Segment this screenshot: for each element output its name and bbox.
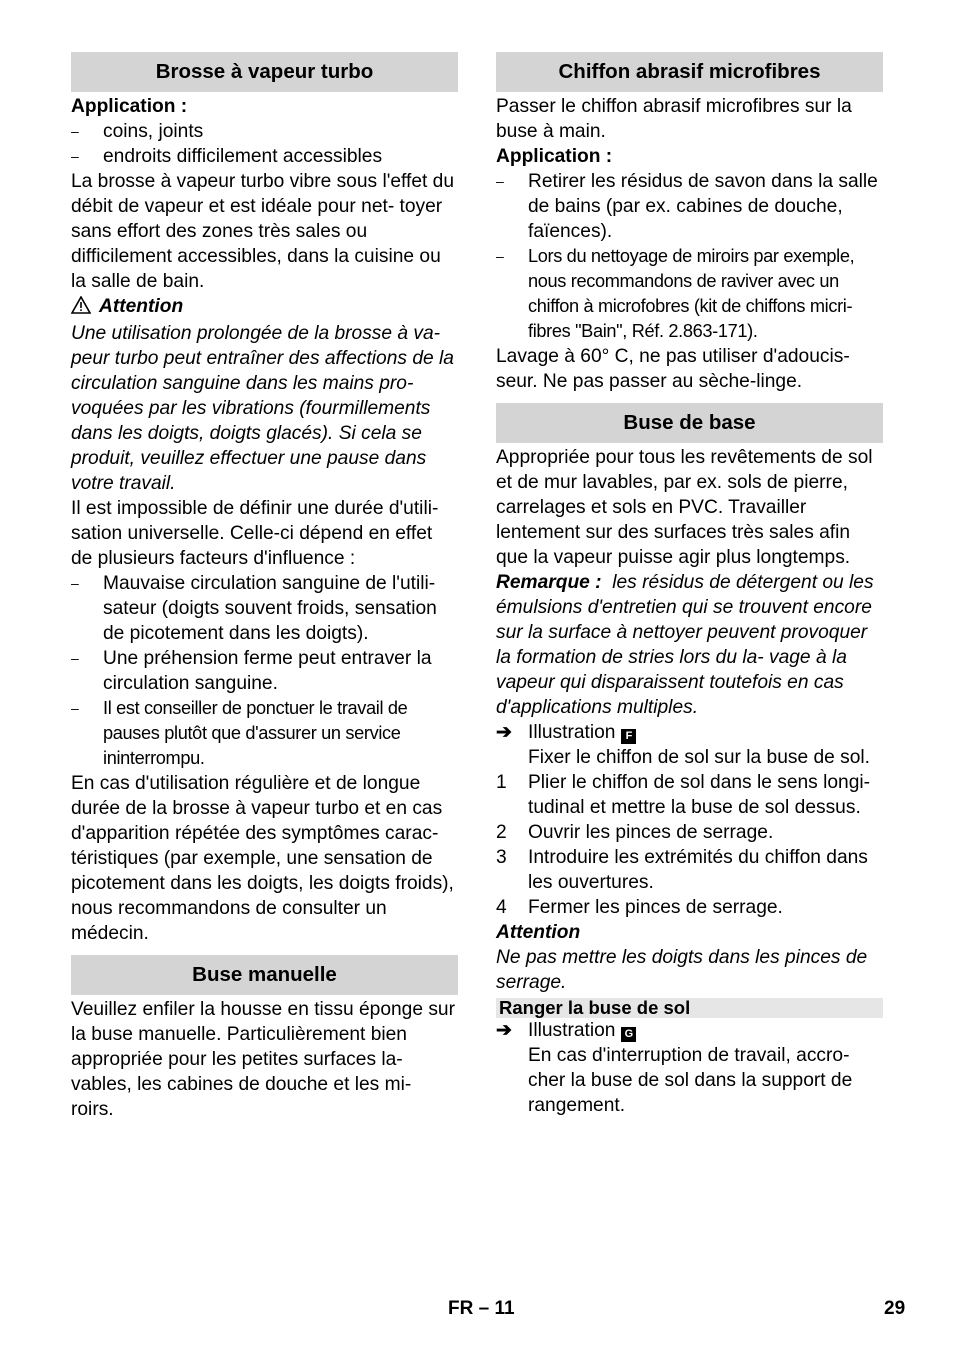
illustration-badge-icon: G	[621, 1027, 636, 1042]
application-label: Application :	[496, 146, 613, 167]
buse-manuelle-text: Veuillez enfiler la housse en tissu éponge sur la buse manuelle. Particulièrement bien appropriée pour les petites surfaces la- vables, les cabines de douche et les mi- roirs.	[71, 999, 455, 1120]
duration-text: Il est impossible de définir une durée d'utili- sation universelle. Celle-ci dépend en effet de plusieurs facteurs d'influence :	[71, 498, 439, 569]
list-item: – Retirer les résidus de savon dans la salle de bains (par ex. cabines de douche, faïences).	[496, 171, 878, 242]
dash-icon: –	[71, 575, 79, 591]
left-column	[71, 52, 458, 1122]
factors-list	[71, 571, 458, 771]
remark-text: les résidus de détergent ou les émulsions d'entretien qui se trouvent encore sur la surface à nettoyer peuvent provoquer la formation de stries lors du la- vage à la vapeur qui disparaissent toutefois en cas d'applications multiples.	[496, 572, 874, 718]
page-label: FR – 11	[448, 1298, 515, 1319]
remark-label: Remarque :	[496, 572, 602, 593]
list-item: Fixer le chiffon de sol sur la buse de sol.	[528, 747, 871, 768]
dash-icon: –	[71, 700, 79, 716]
attention-text: Ne pas mettre les doigts dans les pinces de serrage.	[496, 947, 868, 993]
section-heading-chiffon: Chiffon abrasif microfibres	[496, 52, 883, 92]
section-heading-brosse: Brosse à vapeur turbo	[71, 52, 458, 92]
remark	[496, 570, 883, 720]
page-number: 29	[884, 1298, 906, 1319]
list-item: – Mauvaise circulation sanguine de l'utili- sateur (doigts souvent froids, sensation de picotement dans les doigts).	[71, 573, 437, 644]
buse-base-text: Appropriée pour tous les revêtements de sol et de mur lavables, par ex. sols de pierre, carrelages et sols en PVC. Travailler lentement sur des surfaces très sales afin que la vapeur puisse agir plus longtemps.	[496, 447, 873, 568]
buse-base-steps	[496, 720, 883, 920]
arrow-right-icon: ➔	[496, 1020, 513, 1041]
section-heading-buse-manuelle: Buse manuelle	[71, 955, 458, 995]
warning-triangle-icon	[71, 296, 91, 321]
illustration-ref: ➔ Illustration G	[496, 1018, 883, 1043]
brosse-description: La brosse à vapeur turbo vibre sous l'effet du débit de vapeur et est idéale pour net- toyer sans effort des zones très sales ou difficilement accessibles, dans la cuisine ou la salle de bain.	[71, 171, 455, 292]
attention-heading: Attention	[496, 922, 581, 943]
section-heading-buse-base: Buse de base	[496, 403, 883, 443]
illustration-badge-icon: F	[621, 729, 636, 744]
medical-advice: En cas d'utilisation régulière et de longue durée de la brosse à vapeur turbo et en cas d'apparition répétée des symptômes carac- téristiques (par exemple, une sensation de picotement dans les doigts, les doigts froids), nous recommandons de consulter un médecin.	[71, 773, 454, 944]
list-item: – Il est conseiller de ponctuer le travail de pauses plutôt que d'assurer un service ininterrompu.	[71, 698, 408, 768]
dash-icon: –	[71, 123, 79, 139]
right-column	[496, 52, 883, 1118]
list-item: En cas d'interruption de travail, accro- cher la buse de sol dans la support de rangement.	[528, 1045, 853, 1116]
application-list	[71, 119, 458, 169]
step-item: 1 Plier le chiffon de sol dans le sens longi- tudinal et mettre la buse de sol dessus.	[496, 772, 871, 818]
illustration-ref: ➔ Illustration F	[496, 720, 883, 745]
attention-heading: Attention	[71, 294, 458, 321]
arrow-right-icon: ➔	[496, 722, 513, 743]
dash-icon: –	[496, 248, 504, 264]
attention-text: Une utilisation prolongée de la brosse à va- peur turbo peut entraîner des affections de la circulation sanguine dans les mains pro- voquées par les vibrations (fourmillements dans les doigts, doigts glacés). Si cela se produit, veuillez effectuer une pause dans votre travail.	[71, 323, 454, 494]
list-item: – Une préhension ferme peut entraver la circulation sanguine.	[71, 648, 432, 694]
list-item: – coins, joints	[71, 121, 204, 142]
step-item: 2 Ouvrir les pinces de serrage.	[496, 822, 774, 843]
list-item: – endroits difficilement accessibles	[71, 146, 383, 167]
application-label: Application :	[71, 96, 188, 117]
dash-icon: –	[496, 173, 504, 189]
ranger-steps	[496, 1018, 883, 1118]
chiffon-intro: Passer le chiffon abrasif microfibres sur la buse à main.	[496, 96, 852, 142]
dash-icon: –	[71, 148, 79, 164]
chiffon-list	[496, 169, 883, 344]
step-item: 3 Introduire les extrémités du chiffon dans les ouvertures.	[496, 847, 868, 893]
subsection-heading-ranger: Ranger la buse de sol	[496, 998, 883, 1018]
dash-icon: –	[71, 650, 79, 666]
list-item: – Lors du nettoyage de miroirs par exemple, nous recommandons de raviver avec un chiffon à microfobres (kit de chiffons micri- fibres "Bain", Réf. 2.863-171).	[496, 246, 855, 341]
step-item: 4 Fermer les pinces de serrage.	[496, 897, 783, 918]
wash-instructions: Lavage à 60° C, ne pas utiliser d'adoucis- seur. Ne pas passer au sèche-linge.	[496, 346, 850, 392]
